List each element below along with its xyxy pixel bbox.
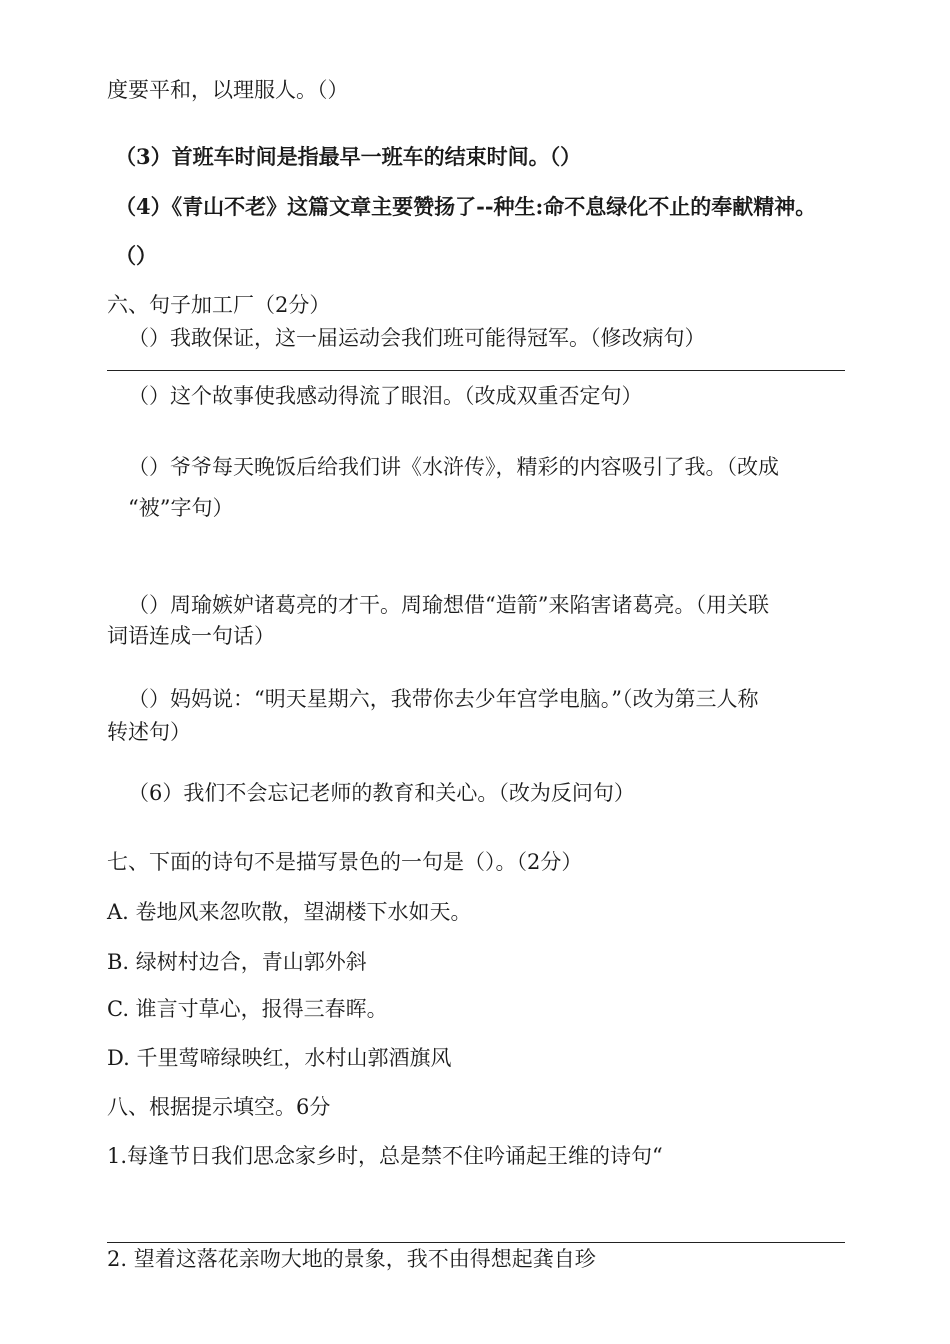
option-b: B. 绿树村边合，青山郭外斜 — [107, 950, 367, 974]
fill-2: 2. 望着这落花亲吻大地的景象，我不由得想起龚自珍 — [107, 1247, 596, 1271]
sentence-4-line1: （）周瑜嫉妒诸葛亮的才干。周瑜想借“造箭”来陷害诸葛亮。（用关联 — [128, 593, 769, 617]
sentence-6: （6）我们不会忘记老师的教育和关心。（改为反问句） — [128, 781, 635, 805]
section-8-title: 八、根据提示填空。6分 — [107, 1095, 331, 1119]
sentence-3-line2: “被”字句） — [128, 496, 234, 520]
sentence-3-line1: （）爷爷每天晚饭后给我们讲《水浒传》，精彩的内容吸引了我。（改成 — [128, 455, 779, 479]
line-sec5-cont: 度要平和，以理服人。（） — [107, 78, 349, 102]
option-c: C. 谁言寸草心，报得三春晖。 — [107, 997, 388, 1021]
fill-1: 1.每逢节日我们思念家乡时，总是禁不住吟诵起王维的诗句“ — [107, 1144, 663, 1168]
question-4: （4）《青山不老》这篇文章主要赞扬了--种生:命不息绿化不止的奉献精神。 — [115, 194, 817, 219]
sentence-5-line1: （）妈妈说：“明天星期六，我带你去少年宫学电脑。”（改为第三人称 — [128, 687, 759, 711]
section-7-title: 七、下面的诗句不是描写景色的一句是（）。（2分） — [107, 850, 583, 874]
section-6-title: 六、句子加工厂（2分） — [107, 293, 331, 317]
option-d: D. 千里莺啼绿映红，水村山郭酒旗风 — [107, 1046, 452, 1070]
sentence-1: （）我敢保证，这一届运动会我们班可能得冠军。（修改病句） — [128, 326, 706, 350]
question-3: （3）首班车时间是指最早一班车的结束时间。（） — [115, 144, 582, 169]
answer-rule-1 — [107, 370, 845, 371]
answer-rule-2 — [107, 1242, 845, 1243]
option-a: A. 卷地风来忽吹散，望湖楼下水如天。 — [107, 900, 472, 924]
question-4-answer: （） — [115, 243, 157, 268]
sentence-2: （）这个故事使我感动得流了眼泪。（改成双重否定句） — [128, 384, 643, 408]
sentence-5-line2: 转述句） — [107, 720, 191, 744]
sentence-4-line2: 词语连成一句话） — [107, 624, 275, 648]
